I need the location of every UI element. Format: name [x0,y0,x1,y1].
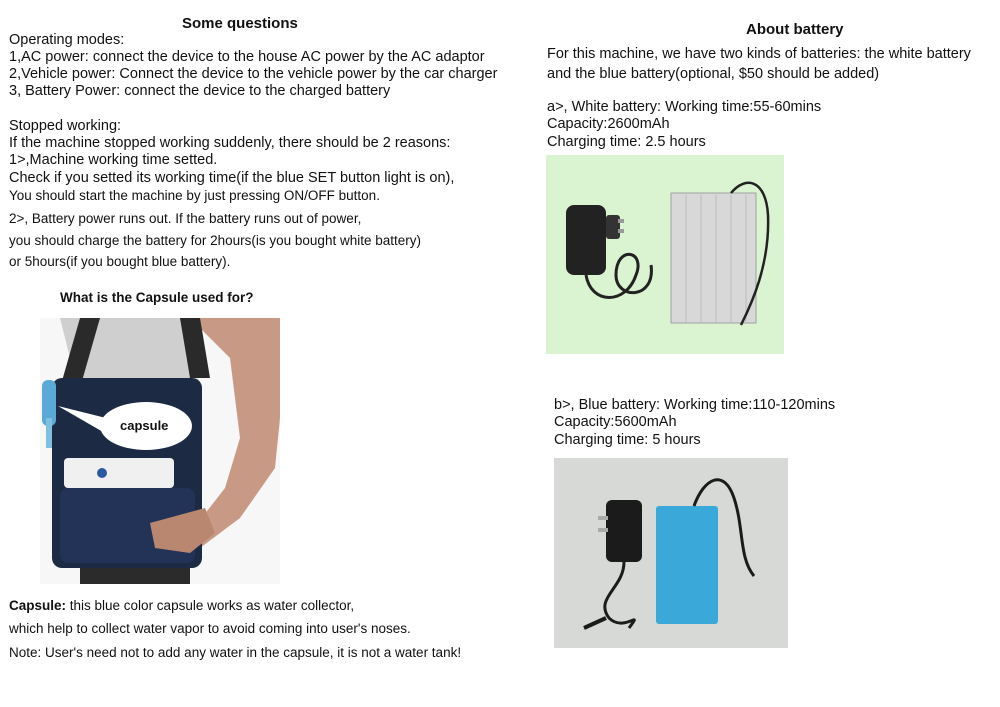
stopped-line: You should start the machine by just pressing ON/OFF button. [9,188,380,203]
battery-intro-2: and the blue battery(optional, $50 should be added) [547,66,880,82]
operating-mode-vehicle: 2,Vehicle power: Connect the device to the vehicle power by the car charger [9,66,498,82]
white-battery-charging: Charging time: 2.5 hours [547,134,706,150]
blue-battery-with-adapter-photo [554,458,788,648]
stopped-working-heading: Stopped working: [9,118,122,134]
blue-battery-working-time: b>, Blue battery: Working time:110-120mins [554,397,836,413]
stopped-line: If the machine stopped working suddenly, there should be 2 reasons: [9,135,451,151]
capsule-description: this blue color capsule works as water collector, [66,598,355,613]
operating-mode-battery: 3, Battery Power: connect the device to the charged battery [9,83,391,99]
battery-title: About battery [746,21,844,38]
white-battery-working-time: a>, White battery: Working time:55-60mins [547,99,822,115]
operating-mode-ac: 1,AC power: connect the device to the house AC power by the AC adaptor [9,49,485,65]
stopped-line: 2>, Battery power runs out. If the battery runs out of power, [9,211,362,226]
capsule-callout: capsule [120,418,169,433]
white-battery-capacity: Capacity:2600mAh [547,116,670,132]
capsule-section-title: What is the Capsule used for? [60,290,254,305]
white-battery-with-adapter-photo [546,155,784,354]
blue-battery-charging: Charging time: 5 hours [554,432,701,448]
questions-title: Some questions [182,15,298,32]
capsule-description-2: which help to collect water vapor to avoid coming into user's noses. [9,621,411,636]
operating-modes-heading: Operating modes: [9,32,125,48]
battery-intro-1: For this machine, we have two kinds of batteries: the white battery [547,46,971,62]
stopped-line: you should charge the battery for 2hours(is you bought white battery) [9,233,421,248]
stopped-line: 1>,Machine working time setted. [9,152,218,168]
capsule-description-line [9,598,354,613]
stopped-line: or 5hours(if you bought blue battery). [9,254,231,269]
stopped-line: Check if you setted its working time(if the blue SET button light is on), [9,170,455,186]
blue-battery-capacity: Capacity:5600mAh [554,414,677,430]
capsule-label: Capsule: [9,598,67,613]
capsule-note: Note: User's need not to add any water in the capsule, it is not a water tank! [9,645,462,660]
person-wearing-bag-with-capsule-photo [40,318,280,584]
